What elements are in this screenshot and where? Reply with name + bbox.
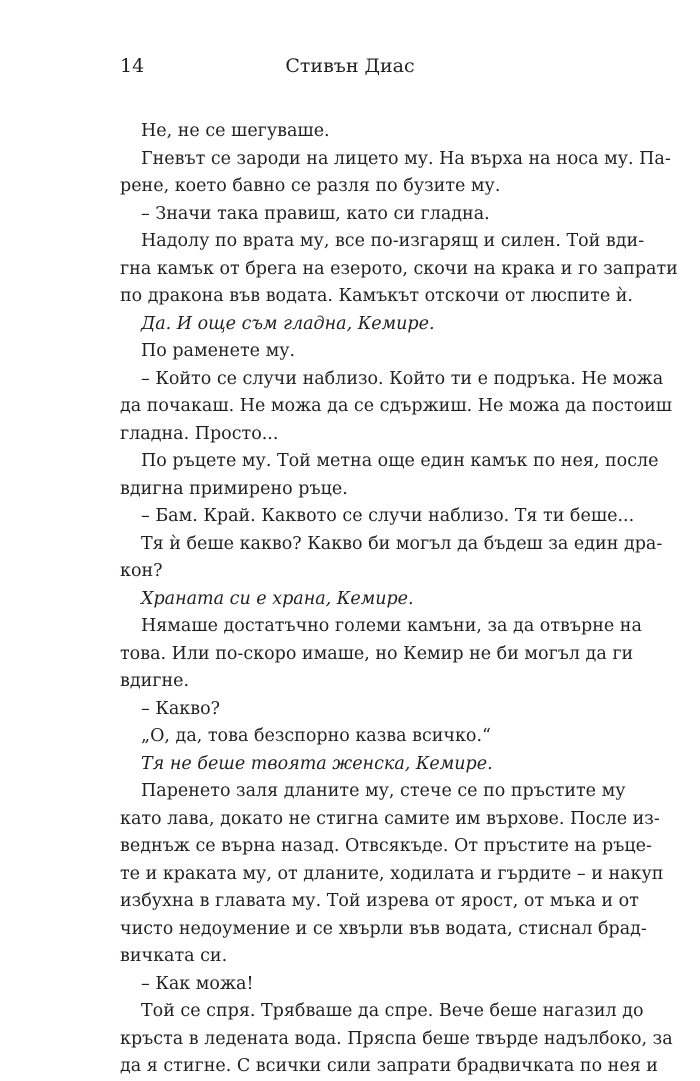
text-line: това. Или по-скоро имаше, но Кемир не би могъл да ги	[120, 643, 634, 664]
text-line: – Бам. Край. Каквото се случи наблизо. Тя ти беше...	[141, 506, 635, 526]
running-title: Стивън Диас	[285, 55, 415, 77]
text-line: рене, което бавно се разля по бузите му.	[120, 176, 501, 196]
text-line: – Как можа!	[141, 973, 254, 994]
text-line: Не, не се шегуваше.	[141, 121, 330, 141]
text-line: Той се спря. Трябваше да спре. Вече беше нагазил до	[141, 1001, 644, 1021]
text-line: кон?	[120, 561, 163, 581]
text-line: чисто недоумение и се хвърли във водата, стиснал брад-	[120, 918, 647, 939]
text-line: Гневът се зароди на лицето му. На върха на носа му. Па-	[141, 148, 671, 169]
text-line: „О, да, това безспорно казва всичко.“	[141, 726, 491, 746]
text-line: По ръцете му. Той метна още един камък по нея, после	[141, 451, 659, 471]
text-line: Тя не беше твоята женска, Кемире.	[141, 753, 493, 774]
text-line: – Който се случи наблизо. Който ти е подръка. Не можа	[141, 368, 664, 389]
text-line: Тя ѝ беше какво? Какво би могъл да бъдеш за един дра-	[141, 533, 663, 554]
running-header	[120, 55, 580, 85]
text-line: Нямаше достатъчно големи камъни, за да отвърне на	[141, 616, 642, 636]
text-line: По раменете му.	[141, 341, 296, 361]
text-line: избухна в главата му. Той изрева от ярост, от мъка и от	[120, 891, 639, 911]
text-line: като лава, докато не стигна самите им върхове. После из-	[120, 808, 660, 829]
text-line: Храната си е храна, Кемире.	[141, 588, 414, 609]
text-line: да я стигне. С всички сили запрати брадвичката по нея и	[120, 1056, 658, 1076]
text-line: веднъж се върна назад. Отвсякъде. От пръстите на ръце-	[120, 836, 652, 856]
text-line: – Какво?	[141, 698, 220, 719]
text-line: – Значи така правиш, като си гладна.	[141, 203, 490, 224]
page-number: 14	[120, 55, 145, 77]
text-line: гна камък от брега на езерото, скочи на крака и го запрати	[120, 258, 678, 279]
text-line: Да. И още съм гладна, Кемире.	[141, 313, 435, 334]
text-line: Надолу по врата му, все по-изгарящ и силен. Той вди-	[141, 231, 645, 251]
text-line: по дракона във водата. Камъкът отскочи от люспите ѝ.	[120, 286, 633, 306]
body-text	[120, 118, 678, 1081]
text-line: гладна. Просто...	[120, 423, 279, 444]
text-line: вдигне.	[120, 671, 190, 691]
text-line: кръста в ледената вода. Пряспа беше твърде надълбоко, за	[120, 1028, 673, 1049]
text-line: вдигна примирено ръце.	[120, 478, 348, 499]
text-line: те и краката му, от дланите, ходилата и гърдите – и накуп	[120, 863, 664, 884]
text-line: да почакаш. Не можа да се сдържиш. Не можа да постоиш	[120, 396, 673, 416]
text-line: вичката си.	[120, 946, 228, 966]
text-line: Паренето заля дланите му, стече се по пръстите му	[141, 781, 626, 801]
